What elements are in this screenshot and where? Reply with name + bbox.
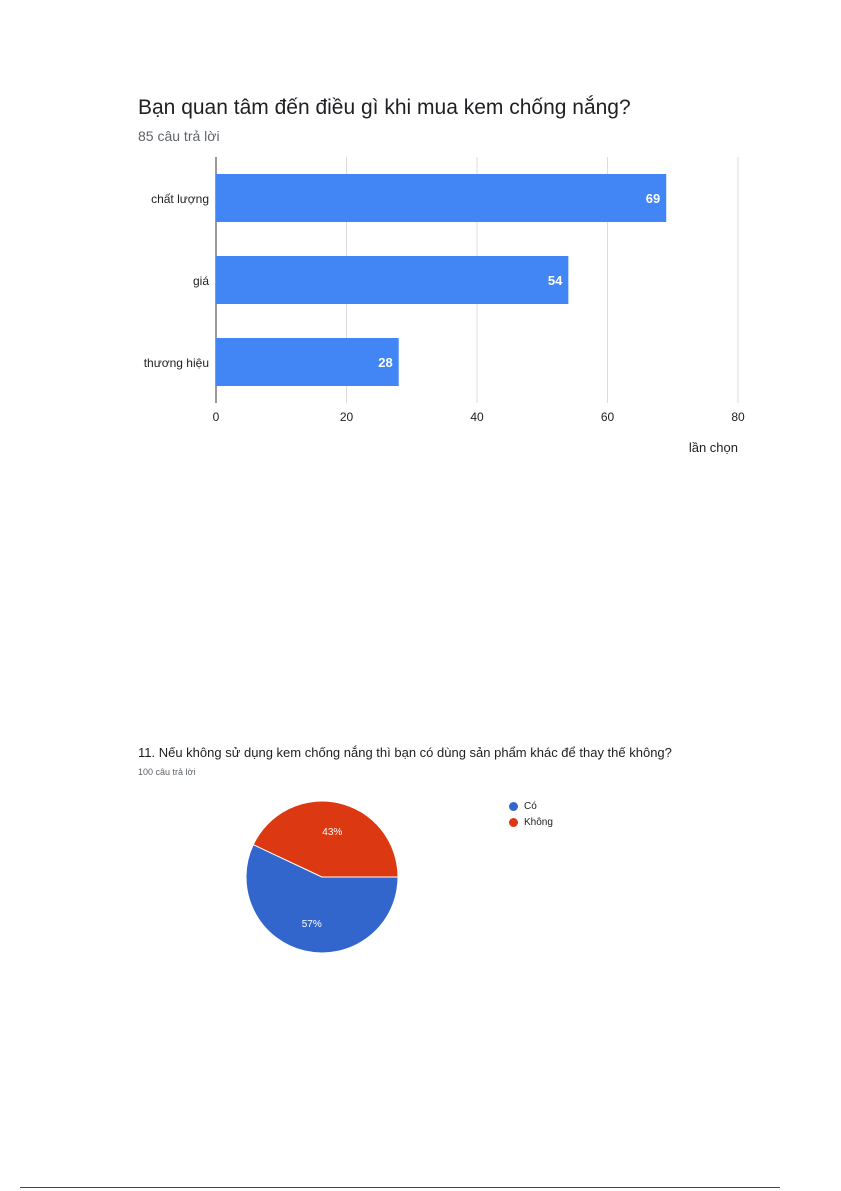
pie-chart-legend-item <box>509 801 537 812</box>
bar-chart-value-label: 54 <box>547 273 563 288</box>
legend-swatch <box>509 818 518 827</box>
legend-swatch <box>509 802 518 811</box>
pie-chart-value-label: 57% <box>301 918 322 930</box>
bar-chart-title: Bạn quan tâm đến điều gì khi mua kem chống nắng? <box>138 96 631 119</box>
page-bottom-rule <box>20 1187 780 1188</box>
bar-chart-category-label: thương hiệu <box>143 356 209 370</box>
bar-chart-category-label: giá <box>192 274 209 288</box>
bar-chart-x-tick-label: 60 <box>600 410 615 424</box>
legend-label: Có <box>524 801 537 812</box>
bar-chart-category-label: chất lượng <box>151 192 209 206</box>
pie-chart-subtitle: 100 câu trả lời <box>138 767 196 777</box>
pie-chart-value-label: 43% <box>322 827 343 839</box>
bar-chart-value-label: 28 <box>378 355 393 370</box>
bar-chart-x-tick-label: 80 <box>731 410 745 424</box>
bar-chart-x-tick-label: 0 <box>212 410 220 424</box>
bar-chart-subtitle: 85 câu trả lời <box>138 128 220 144</box>
legend-label: Không <box>524 817 553 828</box>
pie-chart-legend-item <box>509 817 553 828</box>
bar-chart-x-tick-label: 20 <box>339 410 354 424</box>
pie-chart-title: 11. Nếu không sử dụng kem chống nắng thì bạn có dùng sản phẩm khác để thay thế không? <box>138 745 672 760</box>
pie-chart-slices <box>246 801 398 953</box>
bar-chart-x-tick-label: 40 <box>470 410 484 424</box>
bar-chart-value-label: 69 <box>645 191 661 206</box>
bar-chart-x-axis-label: lần chọn <box>688 440 738 455</box>
